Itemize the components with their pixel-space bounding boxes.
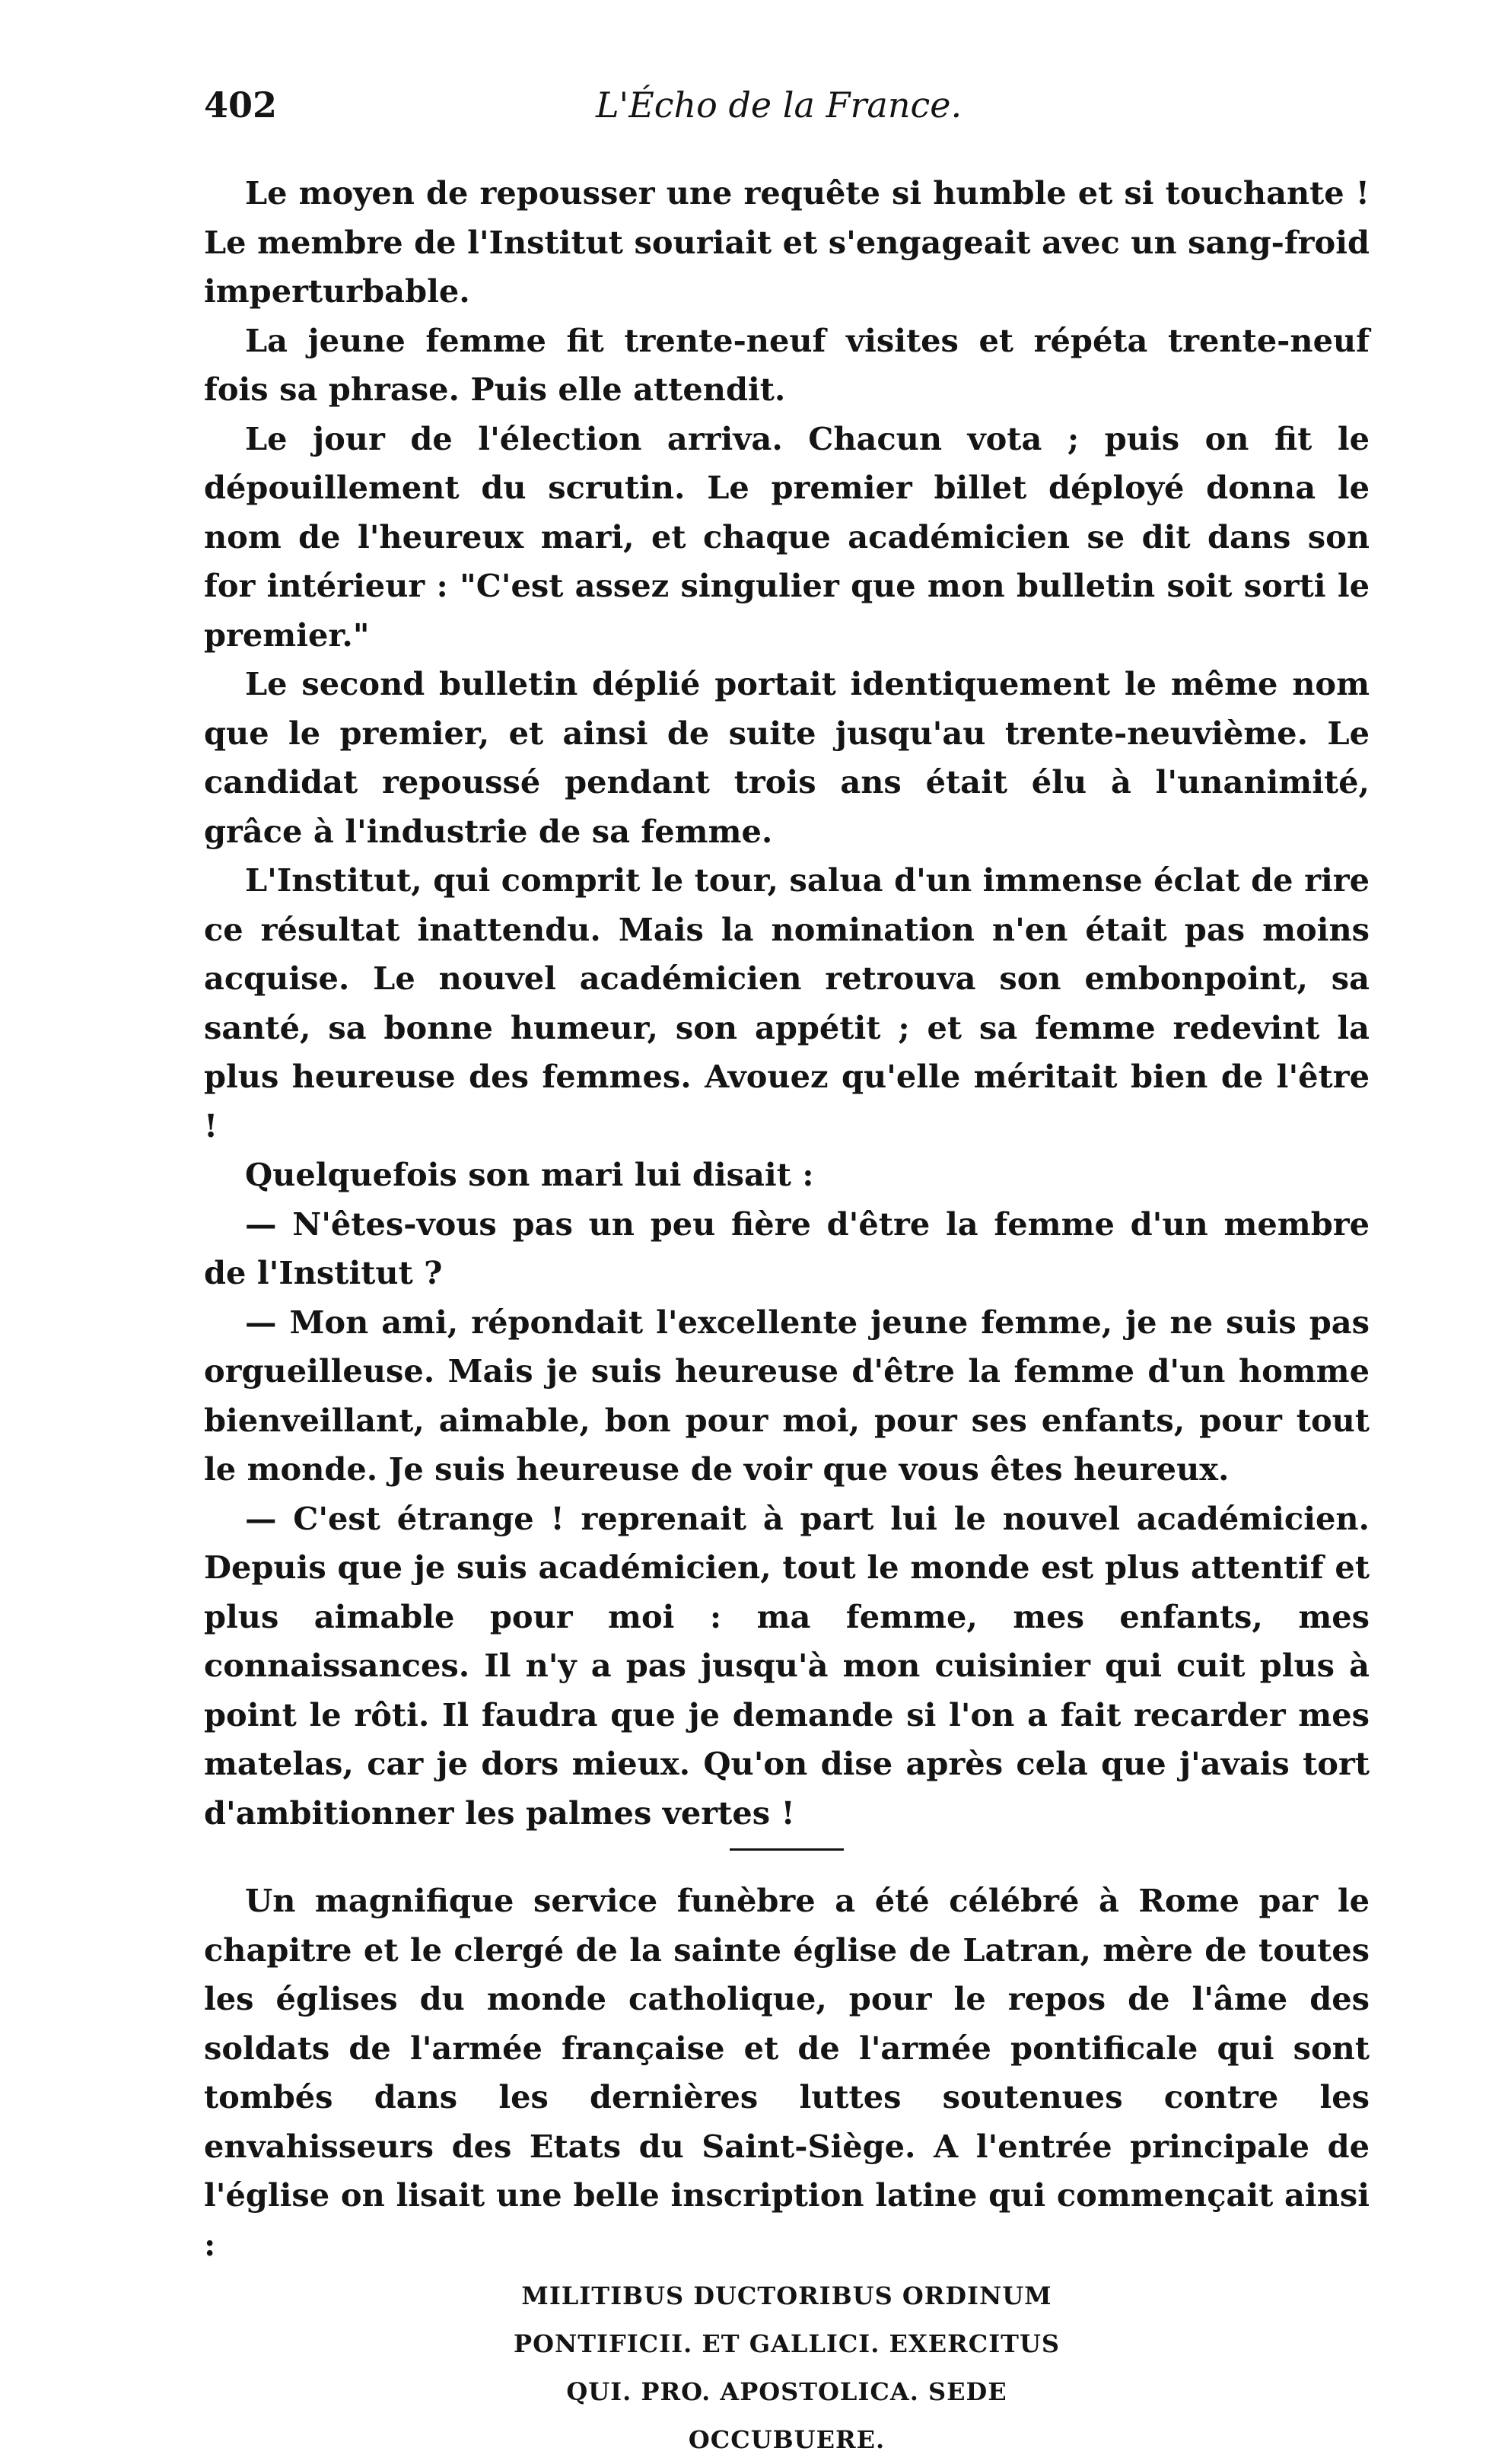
paragraph: Quelquefois son mari lui disait : bbox=[245, 1156, 814, 1193]
paragraph: L'Institut, qui comprit le tour, salua d'un immense éclat de rire ce résultat inattendu. Mais la nomination n'en était pas moins acquise. Le nouvel académicien retrouva son embonpoint, sa santé, sa bonne humeur, son appétit ; et sa femme redevint la plus heureuse des femmes. Avouez qu'elle méritait bien de l'être ! bbox=[204, 861, 1370, 1144]
paragraph: Le second bulletin déplié portait identiquement le même nom que le premier, et ainsi de suite jusqu'au trente-neuvième. Le candidat repoussé pendant trois ans était élu à l'unanimité, grâce à l'industrie de sa femme. bbox=[204, 665, 1370, 850]
dialogue-paragraph: — Mon ami, répondait l'excellente jeune femme, je ne suis pas orgueilleuse. Mais je suis heureuse d'être la femme d'un homme bienveillant, aimable, bon pour moi, pour ses enfants, pour tout le monde. Je suis heureuse de voir que vous êtes heureux. bbox=[204, 1303, 1370, 1488]
inscription-line: QUI. PRO. APOSTOLICA. SEDE bbox=[566, 2377, 1007, 2406]
dialogue-paragraph: — N'êtes-vous pas un peu fière d'être la femme d'un membre de l'Institut ? bbox=[204, 1205, 1370, 1291]
dialogue-paragraph: — C'est étrange ! reprenait à part lui le nouvel académicien. Depuis que je suis académicien, tout le monde est plus attentif et plus aimable pour moi : ma femme, mes enfants, mes connaissances. Il n'y a pas jusqu'à mon cuisinier qui cuit plus à point le rôti. Il faudra que je demande si l'on a fait recarder mes matelas, car je dors mieux. Qu'on dise après cela que j'avais tort d'ambitionner les palmes vertes ! bbox=[204, 1499, 1370, 1832]
page-header bbox=[204, 82, 1370, 143]
latin-inscription bbox=[204, 2272, 1370, 2464]
page-body bbox=[204, 169, 1370, 2464]
inscription-line: PONTIFICII. ET GALLICI. EXERCITUS bbox=[514, 2329, 1060, 2358]
page-number: 402 bbox=[204, 84, 278, 126]
running-title: L'Écho de la France. bbox=[596, 84, 963, 126]
section-divider bbox=[730, 1848, 844, 1851]
paragraph: Le jour de l'élection arriva. Chacun vota ; puis on fit le dépouillement du scrutin. Le premier billet déployé donna le nom de l'heureux mari, et chaque académicien se dit dans son for intérieur : "C'est assez singulier que mon bulletin soit sorti le premier." bbox=[204, 419, 1370, 654]
inscription-line: OCCUBUERE. bbox=[688, 2425, 886, 2454]
inscription-line: MILITIBUS DUCTORIBUS ORDINUM bbox=[521, 2281, 1052, 2310]
paragraph: La jeune femme fit trente-neuf visites et répéta trente-neuf fois sa phrase. Puis elle attendit. bbox=[204, 321, 1370, 408]
paragraph: Le moyen de repousser une requête si humble et si touchante ! Le membre de l'Institut souriait et s'engageait avec un sang-froid imperturbable. bbox=[204, 174, 1370, 310]
article-paragraph: Un magnifique service funèbre a été célébré à Rome par le chapitre et le clergé de la sainte église de Latran, mère de toutes les églises du monde catholique, pour le repos de l'âme des soldats de l'armée française et de l'armée pontificale qui sont tombés dans les dernières luttes soutenues contre les envahisseurs des Etats du Saint-Siège. A l'entrée principale de l'église on lisait une belle inscription latine qui commençait ainsi : bbox=[204, 1882, 1370, 2263]
